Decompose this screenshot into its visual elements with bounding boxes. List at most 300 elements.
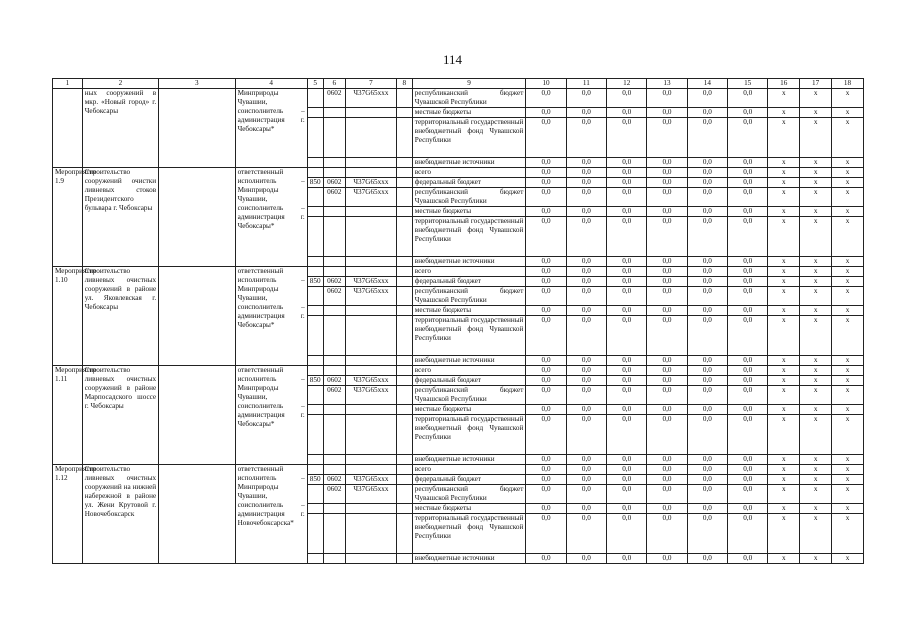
amount-value: 0,0 (566, 178, 606, 188)
amount-value: 0,0 (647, 554, 687, 564)
amount-value: 0,0 (728, 386, 768, 405)
vr-code (396, 366, 412, 376)
amount-value: 0,0 (607, 118, 647, 158)
csr-code (345, 306, 396, 316)
funding-source: территориальный государственный внебюджетный фонд Чувашской Республики (412, 415, 526, 455)
amount-value: 0,0 (728, 376, 768, 386)
amount-value: 0,0 (607, 108, 647, 118)
csr-code (345, 405, 396, 415)
amount-value: 0,0 (526, 207, 566, 217)
grbs-code (307, 554, 323, 564)
amount-value: 0,0 (526, 455, 566, 465)
measure-name: Строительство ливневых очистных сооружений в районе Марпосадского шоссе г. Чебоксары (82, 366, 158, 465)
amount-value: 0,0 (566, 376, 606, 386)
csr-code: Ч37G65ххх (345, 89, 396, 108)
rz-code: 0602 (323, 277, 345, 287)
mark-value: х (768, 277, 800, 287)
amount-value: 0,0 (607, 316, 647, 356)
vr-code (396, 376, 412, 386)
amount-value: 0,0 (687, 178, 727, 188)
vr-code (396, 168, 412, 178)
mark-value: х (832, 405, 864, 415)
mark-value: х (800, 178, 832, 188)
measure-label: Мероприятие 1.12 (53, 465, 83, 564)
mark-value: х (800, 217, 832, 257)
mark-value: х (800, 455, 832, 465)
column-number: 17 (800, 79, 832, 89)
rz-code (323, 118, 345, 158)
grbs-code (307, 504, 323, 514)
grbs-code (307, 485, 323, 504)
grbs-code (307, 89, 323, 108)
mark-value: х (768, 168, 800, 178)
amount-value: 0,0 (607, 465, 647, 475)
mark-value: х (768, 118, 800, 158)
amount-value: 0,0 (526, 504, 566, 514)
rz-code (323, 366, 345, 376)
mark-value: х (800, 366, 832, 376)
csr-code (345, 158, 396, 168)
program-table (52, 78, 864, 564)
rz-code: 0602 (323, 376, 345, 386)
amount-value: 0,0 (526, 554, 566, 564)
amount-value: 0,0 (526, 168, 566, 178)
amount-value: 0,0 (526, 514, 566, 554)
mark-value: х (800, 118, 832, 158)
mark-value: х (832, 89, 864, 108)
amount-value: 0,0 (687, 475, 727, 485)
rz-code (323, 504, 345, 514)
executor-cell: ответственный исполнитель – Минприроды Чувашии, соисполнитель – администрация г. Чебоксары* (235, 168, 307, 267)
amount-value: 0,0 (526, 376, 566, 386)
amount-value: 0,0 (607, 405, 647, 415)
mark-value: х (800, 405, 832, 415)
rz-code (323, 168, 345, 178)
goal-cell (159, 366, 235, 465)
amount-value: 0,0 (728, 108, 768, 118)
amount-value: 0,0 (526, 257, 566, 267)
column-number: 2 (82, 79, 158, 89)
csr-code (345, 217, 396, 257)
amount-value: 0,0 (526, 475, 566, 485)
funding-source: местные бюджеты (412, 207, 526, 217)
mark-value: х (832, 366, 864, 376)
csr-code (345, 168, 396, 178)
rz-code: 0602 (323, 485, 345, 504)
amount-value: 0,0 (566, 316, 606, 356)
amount-value: 0,0 (647, 89, 687, 108)
mark-value: х (768, 207, 800, 217)
measure-label (53, 89, 83, 168)
amount-value: 0,0 (728, 475, 768, 485)
amount-value: 0,0 (526, 485, 566, 504)
amount-value: 0,0 (687, 415, 727, 455)
mark-value: х (832, 178, 864, 188)
column-number: 6 (323, 79, 345, 89)
mark-value: х (832, 554, 864, 564)
table-body (53, 79, 864, 564)
amount-value: 0,0 (607, 158, 647, 168)
rz-code (323, 405, 345, 415)
vr-code (396, 415, 412, 455)
executor-cell: Минприроды Чувашии, соисполнитель – администрация г. Чебоксары* (235, 89, 307, 168)
amount-value: 0,0 (607, 89, 647, 108)
csr-code (345, 366, 396, 376)
amount-value: 0,0 (566, 455, 606, 465)
amount-value: 0,0 (647, 415, 687, 455)
amount-value: 0,0 (566, 386, 606, 405)
mark-value: х (832, 168, 864, 178)
measure-label: Мероприятие 1.9 (53, 168, 83, 267)
amount-value: 0,0 (728, 366, 768, 376)
csr-code (345, 465, 396, 475)
funding-source: федеральный бюджет (412, 376, 526, 386)
amount-value: 0,0 (526, 356, 566, 366)
grbs-code (307, 386, 323, 405)
mark-value: х (832, 415, 864, 455)
page-number: 114 (442, 52, 463, 67)
amount-value: 0,0 (566, 108, 606, 118)
vr-code (396, 554, 412, 564)
amount-value: 0,0 (526, 415, 566, 455)
amount-value: 0,0 (647, 257, 687, 267)
amount-value: 0,0 (647, 207, 687, 217)
amount-value: 0,0 (607, 415, 647, 455)
vr-code (396, 287, 412, 306)
grbs-code (307, 287, 323, 306)
table-row (53, 168, 864, 178)
grbs-code (307, 415, 323, 455)
grbs-code (307, 217, 323, 257)
mark-value: х (832, 188, 864, 207)
grbs-code (307, 306, 323, 316)
funding-source: республиканский бюджет Чувашской Республики (412, 287, 526, 306)
mark-value: х (832, 277, 864, 287)
amount-value: 0,0 (526, 188, 566, 207)
rz-code (323, 455, 345, 465)
column-number: 12 (607, 79, 647, 89)
mark-value: х (800, 267, 832, 277)
csr-code (345, 415, 396, 455)
vr-code (396, 504, 412, 514)
amount-value: 0,0 (728, 405, 768, 415)
mark-value: х (832, 158, 864, 168)
mark-value: х (768, 306, 800, 316)
amount-value: 0,0 (647, 386, 687, 405)
amount-value: 0,0 (687, 188, 727, 207)
amount-value: 0,0 (566, 277, 606, 287)
amount-value: 0,0 (647, 118, 687, 158)
rz-code (323, 207, 345, 217)
amount-value: 0,0 (607, 257, 647, 267)
amount-value: 0,0 (566, 267, 606, 277)
grbs-code (307, 118, 323, 158)
grbs-code (307, 356, 323, 366)
grbs-code (307, 257, 323, 267)
amount-value: 0,0 (607, 178, 647, 188)
funding-source: внебюджетные источники (412, 455, 526, 465)
mark-value: х (768, 178, 800, 188)
measure-name: Строительство ливневых очистных сооружений в районе ул. Яковлевская г. Чебоксары (82, 267, 158, 366)
amount-value: 0,0 (647, 366, 687, 376)
amount-value: 0,0 (566, 554, 606, 564)
csr-code: Ч37G65ххх (345, 475, 396, 485)
amount-value: 0,0 (526, 386, 566, 405)
funding-source: местные бюджеты (412, 405, 526, 415)
mark-value: х (768, 554, 800, 564)
mark-value: х (800, 257, 832, 267)
funding-source: территориальный государственный внебюджетный фонд Чувашской Республики (412, 514, 526, 554)
mark-value: х (768, 158, 800, 168)
measure-label: Мероприятие 1.10 (53, 267, 83, 366)
mark-value: х (832, 485, 864, 504)
mark-value: х (800, 356, 832, 366)
rz-code: 0602 (323, 287, 345, 306)
executor-cell: ответственный исполнитель – Минприроды Чувашии, соисполнитель – администрация г. Новочебоксарска* (235, 465, 307, 564)
amount-value: 0,0 (526, 158, 566, 168)
amount-value: 0,0 (687, 89, 727, 108)
amount-value: 0,0 (607, 475, 647, 485)
vr-code (396, 118, 412, 158)
rz-code (323, 306, 345, 316)
mark-value: х (832, 455, 864, 465)
mark-value: х (832, 504, 864, 514)
measure-label: Мероприятие 1.11 (53, 366, 83, 465)
csr-code: Ч37G65ххх (345, 386, 396, 405)
amount-value: 0,0 (526, 287, 566, 306)
column-number: 7 (345, 79, 396, 89)
rz-code (323, 356, 345, 366)
goal-cell (159, 89, 235, 168)
vr-code (396, 316, 412, 356)
amount-value: 0,0 (607, 504, 647, 514)
mark-value: х (768, 514, 800, 554)
amount-value: 0,0 (566, 475, 606, 485)
column-number: 3 (159, 79, 235, 89)
amount-value: 0,0 (687, 207, 727, 217)
amount-value: 0,0 (728, 178, 768, 188)
amount-value: 0,0 (647, 514, 687, 554)
amount-value: 0,0 (728, 485, 768, 504)
amount-value: 0,0 (687, 108, 727, 118)
mark-value: х (800, 485, 832, 504)
funding-source: местные бюджеты (412, 306, 526, 316)
grbs-code (307, 465, 323, 475)
amount-value: 0,0 (647, 178, 687, 188)
grbs-code: 850 (307, 376, 323, 386)
mark-value: х (800, 554, 832, 564)
column-number: 4 (235, 79, 307, 89)
vr-code (396, 356, 412, 366)
mark-value: х (768, 455, 800, 465)
amount-value: 0,0 (728, 316, 768, 356)
mark-value: х (768, 485, 800, 504)
grbs-code (307, 267, 323, 277)
amount-value: 0,0 (687, 405, 727, 415)
amount-value: 0,0 (566, 405, 606, 415)
vr-code (396, 217, 412, 257)
csr-code (345, 356, 396, 366)
amount-value: 0,0 (687, 118, 727, 158)
amount-value: 0,0 (687, 257, 727, 267)
mark-value: х (800, 386, 832, 405)
csr-code: Ч37G65ххх (345, 188, 396, 207)
csr-code (345, 514, 396, 554)
funding-source: республиканский бюджет Чувашской Республики (412, 386, 526, 405)
grbs-code (307, 316, 323, 356)
amount-value: 0,0 (566, 415, 606, 455)
funding-source: республиканский бюджет Чувашской Республики (412, 188, 526, 207)
rz-code: 0602 (323, 188, 345, 207)
amount-value: 0,0 (687, 356, 727, 366)
column-number-row (53, 79, 864, 89)
amount-value: 0,0 (647, 108, 687, 118)
mark-value: х (768, 217, 800, 257)
mark-value: х (768, 475, 800, 485)
rz-code: 0602 (323, 475, 345, 485)
column-number: 9 (412, 79, 526, 89)
amount-value: 0,0 (526, 89, 566, 108)
mark-value: х (832, 306, 864, 316)
table-row (53, 366, 864, 376)
rz-code (323, 316, 345, 356)
goal-cell (159, 267, 235, 366)
amount-value: 0,0 (728, 306, 768, 316)
amount-value: 0,0 (728, 356, 768, 366)
mark-value: х (768, 316, 800, 356)
vr-code (396, 405, 412, 415)
amount-value: 0,0 (566, 514, 606, 554)
mark-value: х (832, 465, 864, 475)
amount-value: 0,0 (687, 485, 727, 504)
mark-value: х (800, 504, 832, 514)
amount-value: 0,0 (647, 267, 687, 277)
amount-value: 0,0 (566, 168, 606, 178)
mark-value: х (800, 514, 832, 554)
mark-value: х (768, 287, 800, 306)
amount-value: 0,0 (526, 178, 566, 188)
amount-value: 0,0 (607, 217, 647, 257)
amount-value: 0,0 (607, 356, 647, 366)
amount-value: 0,0 (728, 465, 768, 475)
amount-value: 0,0 (728, 455, 768, 465)
mark-value: х (768, 386, 800, 405)
amount-value: 0,0 (647, 287, 687, 306)
amount-value: 0,0 (728, 188, 768, 207)
amount-value: 0,0 (526, 277, 566, 287)
funding-source: территориальный государственный внебюджетный фонд Чувашской Республики (412, 217, 526, 257)
amount-value: 0,0 (647, 455, 687, 465)
amount-value: 0,0 (647, 316, 687, 356)
amount-value: 0,0 (526, 405, 566, 415)
amount-value: 0,0 (728, 217, 768, 257)
mark-value: х (800, 168, 832, 178)
funding-source: территориальный государственный внебюджетный фонд Чувашской Республики (412, 316, 526, 356)
mark-value: х (768, 366, 800, 376)
amount-value: 0,0 (566, 89, 606, 108)
vr-code (396, 178, 412, 188)
grbs-code (307, 108, 323, 118)
amount-value: 0,0 (647, 277, 687, 287)
amount-value: 0,0 (687, 217, 727, 257)
mark-value: х (768, 356, 800, 366)
funding-source: внебюджетные источники (412, 356, 526, 366)
vr-code (396, 277, 412, 287)
amount-value: 0,0 (687, 316, 727, 356)
amount-value: 0,0 (526, 267, 566, 277)
mark-value: х (768, 188, 800, 207)
executor-cell: ответственный исполнитель – Минприроды Чувашии, соисполнитель – администрация г. Чебоксары* (235, 267, 307, 366)
mark-value: х (832, 356, 864, 366)
csr-code (345, 207, 396, 217)
amount-value: 0,0 (607, 366, 647, 376)
grbs-code (307, 455, 323, 465)
amount-value: 0,0 (647, 504, 687, 514)
funding-source: территориальный государственный внебюджетный фонд Чувашской Республики (412, 118, 526, 158)
amount-value: 0,0 (687, 514, 727, 554)
csr-code: Ч37G65ххх (345, 277, 396, 287)
amount-value: 0,0 (526, 217, 566, 257)
csr-code (345, 267, 396, 277)
amount-value: 0,0 (728, 554, 768, 564)
mark-value: х (768, 376, 800, 386)
column-number: 10 (526, 79, 566, 89)
amount-value: 0,0 (647, 217, 687, 257)
csr-code: Ч37G65ххх (345, 287, 396, 306)
amount-value: 0,0 (728, 504, 768, 514)
amount-value: 0,0 (647, 356, 687, 366)
amount-value: 0,0 (728, 118, 768, 158)
csr-code (345, 455, 396, 465)
grbs-code (307, 405, 323, 415)
vr-code (396, 188, 412, 207)
csr-code (345, 316, 396, 356)
amount-value: 0,0 (728, 168, 768, 178)
grbs-code: 850 (307, 277, 323, 287)
amount-value: 0,0 (566, 356, 606, 366)
amount-value: 0,0 (687, 287, 727, 306)
rz-code (323, 554, 345, 564)
mark-value: х (832, 386, 864, 405)
grbs-code: 850 (307, 178, 323, 188)
mark-value: х (832, 267, 864, 277)
funding-source: всего (412, 168, 526, 178)
mark-value: х (800, 207, 832, 217)
mark-value: х (768, 465, 800, 475)
column-number: 13 (647, 79, 687, 89)
amount-value: 0,0 (728, 207, 768, 217)
amount-value: 0,0 (607, 485, 647, 504)
csr-code (345, 118, 396, 158)
mark-value: х (832, 514, 864, 554)
mark-value: х (768, 405, 800, 415)
amount-value: 0,0 (647, 188, 687, 207)
mark-value: х (800, 415, 832, 455)
vr-code (396, 475, 412, 485)
column-number: 5 (307, 79, 323, 89)
mark-value: х (832, 316, 864, 356)
amount-value: 0,0 (647, 405, 687, 415)
amount-value: 0,0 (607, 306, 647, 316)
amount-value: 0,0 (647, 306, 687, 316)
mark-value: х (832, 118, 864, 158)
mark-value: х (832, 287, 864, 306)
amount-value: 0,0 (687, 267, 727, 277)
amount-value: 0,0 (566, 257, 606, 267)
amount-value: 0,0 (566, 366, 606, 376)
grbs-code (307, 514, 323, 554)
funding-source: республиканский бюджет Чувашской Республики (412, 485, 526, 504)
